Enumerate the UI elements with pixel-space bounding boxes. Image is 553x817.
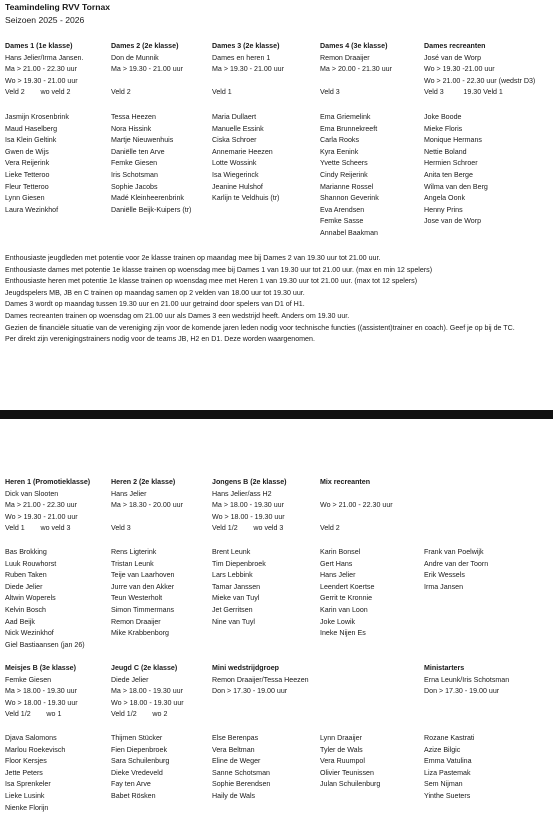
player-name: Giel Bastiaansen (jan 26) <box>5 640 85 649</box>
player-name: Yinthe Sueters <box>424 791 471 800</box>
player-name: Brent Leunk <box>212 548 251 556</box>
team-field: Veld 3 <box>320 88 340 97</box>
season-label: Seizoen 2025 - 2026 <box>5 15 85 25</box>
player-list-dames-1 <box>5 112 69 216</box>
team-block-dames-4 <box>320 41 392 99</box>
team-schedule: Don > 17.30 - 19.00 uur <box>424 687 500 696</box>
team-coach: Dames en heren 1 <box>212 53 271 62</box>
player-name: Fleur Tetteroo <box>5 182 49 191</box>
player-name: Ciska Schroer <box>212 136 257 145</box>
player-name: Djava Salomons <box>5 734 57 742</box>
player-name: Tamar Janssen <box>212 582 261 591</box>
team-schedule: Ma > 18.00 - 19.30 uur <box>111 687 183 696</box>
player-name: Else Berenpas <box>212 734 259 742</box>
team-field: Veld 2 <box>320 524 340 533</box>
team-schedule: Wo > 18.00 - 19.30 uur <box>111 698 184 707</box>
player-name: Sophie Jacobs <box>111 182 158 191</box>
player-name: Nine van Tuyl <box>212 617 255 626</box>
player-name: Lieke Lusink <box>5 791 45 800</box>
player-name: Wilma van den Berg <box>424 182 488 191</box>
player-list-ministarters <box>424 733 474 803</box>
team-name: Ministarters <box>424 664 465 672</box>
team-schedule: Ma > 18.00 - 19.30 uur <box>5 687 77 696</box>
team-block-jongens-b <box>212 477 287 535</box>
player-name: Shannon Geverink <box>320 194 379 203</box>
note-line: Dames recreanten trainen op woensdag om 21.00 uur als Dames 3 een wedstrijd heeft. Anders om 19.30 uur. <box>5 311 350 320</box>
player-name: Emma Vatulina <box>424 757 472 766</box>
team-name: Dames recreanten <box>424 42 486 50</box>
player-name: Fay ten Arve <box>111 780 151 789</box>
player-name: Nora Hissink <box>111 124 152 133</box>
player-name: Gert Hans <box>320 559 353 568</box>
note-line: Gezien de financiële situatie van de vereniging zijn voor de komende jaren leden nodig voor technische functies ((assistent)trainer en coach). Geef je op bij de TC. <box>5 323 515 332</box>
player-name: Lieke Tetteroo <box>5 170 50 179</box>
player-name: Thijmen Stücker <box>111 734 163 742</box>
team-name: Jeugd C (2e klasse) <box>111 664 178 672</box>
team-field: Veld 2 <box>111 88 131 97</box>
player-name: Annabel Baakman <box>320 228 378 237</box>
note-line: Enthousiaste heren met potentie 1e klasse trainen op woensdag mee met Heren 1 van 19.30 uur tot 21.00 uur. (max tot 12 spelers) <box>5 277 418 286</box>
team-field: Veld 1 wo veld 3 <box>5 524 71 533</box>
team-coach: Femke Giesen <box>5 675 52 684</box>
player-name: Joke Lowik <box>320 617 356 626</box>
team-schedule: Ma > 21.00 - 22.30 uur <box>5 501 77 510</box>
team-schedule: Don > 17.30 - 19.00 uur <box>212 687 288 696</box>
player-name: Mieke van Tuyl <box>212 594 260 603</box>
team-block-mini-wedstrijdgroep <box>212 663 309 698</box>
player-name: Monique Hermans <box>424 136 482 145</box>
player-list-mix-recreanten <box>320 547 374 640</box>
player-name: Maud Haselberg <box>5 124 58 133</box>
team-block-dames-3 <box>212 41 284 99</box>
player-name: Teije van Laarhoven <box>111 571 175 580</box>
player-name: Diede Jelier <box>5 582 43 591</box>
team-coach: Remon Draaijer <box>320 53 370 62</box>
player-name: Anita ten Berge <box>424 170 473 179</box>
document-title: Teamindeling RVV Tornax <box>5 2 111 12</box>
team-schedule: Ma > 19.30 - 21.00 uur <box>111 65 183 74</box>
player-name: Haily de Wals <box>212 791 256 800</box>
team-coach: Hans Jelier <box>111 489 147 498</box>
team-coach: Remon Draaijer/Tessa Heezen <box>212 675 309 684</box>
player-name: Jeanine Hulshof <box>212 182 263 191</box>
player-name: Dieke Vredeveld <box>111 768 163 777</box>
player-name: Iris Schotsman <box>111 170 158 179</box>
player-name: Madé Kleinheerenbrink <box>111 194 184 203</box>
player-name: Vera Ruumpol <box>320 757 365 766</box>
player-name: Ineke Nijen Es <box>320 629 366 638</box>
player-name: Isa Wiegerinck <box>212 170 259 179</box>
player-name: Yvette Scheers <box>320 159 368 168</box>
player-name: Isa Sprenkeler <box>5 780 51 789</box>
player-list-heren-2 <box>111 547 175 640</box>
player-name: Manuelle Essink <box>212 124 264 133</box>
player-name: Fien Diepenbroek <box>111 745 167 754</box>
team-schedule: Wo > 19.30 - 21.00 uur <box>5 512 78 521</box>
player-name: Vera Beltman <box>212 745 255 754</box>
team-name: Mix recreanten <box>320 478 371 486</box>
player-name: Marlou Roekevisch <box>5 745 66 754</box>
player-name: Isa Klein Geltink <box>5 136 57 145</box>
team-name: Jongens B (2e klasse) <box>212 478 287 486</box>
team-field: Veld 3 19.30 Veld 1 <box>424 88 503 97</box>
player-name: Carla Rooks <box>320 136 360 145</box>
player-name: Eline de Weger <box>212 757 261 766</box>
player-name: Lynn Giesen <box>5 194 45 203</box>
player-name: Martje Nieuwenhuis <box>111 136 174 145</box>
team-block-ministarters <box>424 663 509 698</box>
team-schedule: Wo > 19.30 - 21.00 uur <box>5 76 78 85</box>
player-name: Lotte Wossink <box>212 159 257 168</box>
team-field: Veld 1/2 wo 2 <box>111 710 168 719</box>
team-schedule: Wo > 21.00 - 22.30 uur <box>320 501 393 510</box>
player-list-dames-recreanten <box>424 112 488 228</box>
team-name: Heren 1 (Promotieklasse) <box>5 478 91 486</box>
player-name: Marianne Rossel <box>320 182 374 191</box>
player-name: Babet Rösken <box>111 791 156 800</box>
team-coach: Diede Jelier <box>111 675 149 684</box>
team-coach: Dick van Slooten <box>5 489 59 498</box>
player-name: Ruben Taken <box>5 571 47 580</box>
player-name: Hermien Schroer <box>424 159 478 168</box>
player-name: Tessa Heezen <box>111 113 156 121</box>
player-name: Hans Jelier <box>320 571 356 580</box>
player-name: Tim Diepenbroek <box>212 559 266 568</box>
player-name: Leendert Koertse <box>320 582 375 591</box>
player-name: Nienke Florijn <box>5 803 49 812</box>
team-block-heren-2 <box>111 477 183 535</box>
player-name: Sophie Berendsen <box>212 780 271 789</box>
player-name: Jurre van den Akker <box>111 582 175 591</box>
team-block-jeugd-c <box>111 663 184 721</box>
player-name: Mieke Floris <box>424 124 463 133</box>
player-list-heren-1 <box>5 547 85 651</box>
team-coach: Don de Munnik <box>111 53 159 62</box>
team-name: Dames 3 (2e klasse) <box>212 42 280 50</box>
player-name: Gerrit te Kronnie <box>320 594 373 603</box>
player-name: Aad Beijk <box>5 617 35 626</box>
player-name: Kelvin Bosch <box>5 605 47 614</box>
team-block-dames-1 <box>5 41 83 99</box>
player-name: Karin van Loon <box>320 605 368 614</box>
player-list-meisjes-b <box>5 733 65 814</box>
player-name: Tyler de Wals <box>320 745 363 754</box>
player-name: Floor Kersjes <box>5 757 47 766</box>
team-block-meisjes-b <box>5 663 78 721</box>
player-list-jongens-b <box>212 547 266 628</box>
player-name: Cindy Reijerink <box>320 170 368 179</box>
player-name: Bas Brokking <box>5 548 47 556</box>
player-name: Jose van de Worp <box>424 217 482 226</box>
team-name: Dames 4 (3e klasse) <box>320 42 388 50</box>
note-line: Enthousiaste jeugdleden met potentie voor 2e klasse trainen op maandag mee bij Dames 2 van 19.30 uur tot 21.00 uur. <box>5 254 381 262</box>
team-field: Veld 1 <box>212 88 232 97</box>
player-name: Vera Reijerink <box>5 159 50 168</box>
team-schedule: Ma > 21.00 - 22.30 uur <box>5 65 77 74</box>
player-name: Henny Prins <box>424 205 463 214</box>
note-line: Per direkt zijn verenigingstrainers nodig voor de teams JB, H2 en D1. Deze worden waargenomen. <box>5 335 315 344</box>
player-name: Remon Draaijer <box>111 617 161 626</box>
player-name: Mike Krabbenborg <box>111 629 169 638</box>
player-name: Femke Giesen <box>111 159 158 168</box>
player-name: Nettie Boland <box>424 147 467 156</box>
player-name: Teun Westerholt <box>111 594 163 603</box>
player-name: Altwin Woperels <box>5 594 56 603</box>
player-name: Julan Schuilenburg <box>320 780 381 789</box>
player-name: Andre van der Toorn <box>424 559 489 568</box>
team-block-mix-recreanten <box>320 477 393 535</box>
team-coach: Hans Jelier/ass H2 <box>212 489 272 498</box>
note-line: Jeugdspelers MB, JB en C trainen op maandag samen op 2 velden van 18.00 uur tot 19.30 uur. <box>5 288 305 297</box>
player-name: Jette Peters <box>5 768 43 777</box>
player-name: Ema Griemelink <box>320 113 371 121</box>
player-list-jeugd-c <box>111 733 169 803</box>
player-name: Ema Brunnekreeft <box>320 124 378 133</box>
team-block-heren-1 <box>5 477 90 535</box>
player-name: Karlijn te Veldhuis (tr) <box>212 194 280 203</box>
team-schedule: Ma > 19.30 - 21.00 uur <box>212 65 284 74</box>
team-field: Veld 1/2 wo veld 3 <box>212 524 284 533</box>
team-block-dames-recreanten <box>424 41 535 99</box>
team-schedule: Wo > 18.00 - 19.30 uur <box>212 512 285 521</box>
team-coach: Hans Jelier/Irma Jansen. <box>5 53 84 62</box>
team-schedule: Wo > 18.00 - 19.30 uur <box>5 698 78 707</box>
player-name: Kyra Eenink <box>320 147 359 156</box>
player-name: Olivier Teunissen <box>320 768 374 777</box>
team-schedule: Ma > 18.00 - 19.30 uur <box>212 501 284 510</box>
team-schedule: Ma > 18.30 - 20.00 uur <box>111 501 183 510</box>
player-name: Nick Wezinkhof <box>5 629 54 638</box>
player-name: Azize Bilgic <box>424 745 461 754</box>
team-name: Dames 1 (1e klasse) <box>5 42 73 50</box>
player-name: Rens Ligterink <box>111 548 157 556</box>
player-name: Femke Sasse <box>320 217 364 226</box>
player-name: Annemarie Heezen <box>212 147 273 156</box>
team-field: Veld 1/2 wo 1 <box>5 710 62 719</box>
player-name: Eva Arendsen <box>320 205 365 214</box>
player-name: Tristan Leunk <box>111 559 154 568</box>
team-schedule: Wo > 19.30 -21.00 uur <box>424 65 495 74</box>
player-name: Daniëlle Beijk-Kuipers (tr) <box>111 205 192 214</box>
player-name: Karin Bonsel <box>320 548 361 556</box>
player-name: Frank van Poelwijk <box>424 548 484 556</box>
team-schedule: Wo > 21.00 - 22.30 uur (wedstr D3) <box>424 76 536 85</box>
note-line: Dames 3 wordt op maandag tussen 19.30 uur en 21.00 uur getraind door spelers van D1 of H1. <box>5 300 305 309</box>
player-name: Liza Pastemak <box>424 768 471 777</box>
player-list-dames-2 <box>111 112 191 216</box>
player-list-mini-wedstrijdgroep <box>212 733 270 803</box>
note-line: Enthousiaste dames met potentie 1e klasse trainen op woensdag mee bij Dames 1 van 19.30 uur tot 21.00 uur. (max en min 12 spelers) <box>5 265 433 274</box>
player-name: Jet Gerritsen <box>212 605 253 614</box>
player-list-mini-wedstrijdgroep-2 <box>320 733 380 791</box>
team-name: Meisjes B (3e klasse) <box>5 664 76 672</box>
team-block-dames-2 <box>111 41 183 99</box>
player-name: Sanne Schotsman <box>212 768 270 777</box>
player-list-dames-3 <box>212 112 279 205</box>
team-coach: José van de Worp <box>424 53 482 62</box>
notes-block <box>5 253 515 346</box>
player-name: Lars Lebbink <box>212 571 253 580</box>
player-name: Angela Oonk <box>424 194 466 203</box>
player-name: Gwen de Wijs <box>5 147 49 156</box>
team-name: Mini wedstrijdgroep <box>212 664 279 672</box>
team-coach: Erna Leunk/Iris Schotsman <box>424 675 510 684</box>
player-name: Erik Wessels <box>424 571 465 580</box>
team-name: Dames 2 (2e klasse) <box>111 42 179 50</box>
team-schedule: Ma > 20.00 - 21.30 uur <box>320 65 392 74</box>
player-name: Lynn Draaijer <box>320 734 362 742</box>
team-name: Heren 2 (2e klasse) <box>111 478 176 486</box>
player-name: Jasmijn Krosenbrink <box>5 113 69 121</box>
player-name: Sara Schuilenburg <box>111 757 170 766</box>
section-divider <box>0 410 553 419</box>
player-name: Irma Jansen <box>424 582 464 591</box>
player-list-mix-recreanten-2 <box>424 547 488 593</box>
player-name: Luuk Rouwhorst <box>5 559 57 568</box>
player-name: Maria Dullaert <box>212 113 257 121</box>
team-field: Veld 3 <box>111 524 131 533</box>
player-name: Daniëlle ten Arve <box>111 147 165 156</box>
player-list-dames-4 <box>320 112 379 240</box>
player-name: Simon Timmermans <box>111 605 175 614</box>
player-name: Joke Boode <box>424 113 462 121</box>
player-name: Sem Nijman <box>424 780 463 789</box>
player-name: Laura Wezinkhof <box>5 205 59 214</box>
player-name: Rozane Kastrati <box>424 734 475 742</box>
team-field: Veld 2 wo veld 2 <box>5 88 71 97</box>
